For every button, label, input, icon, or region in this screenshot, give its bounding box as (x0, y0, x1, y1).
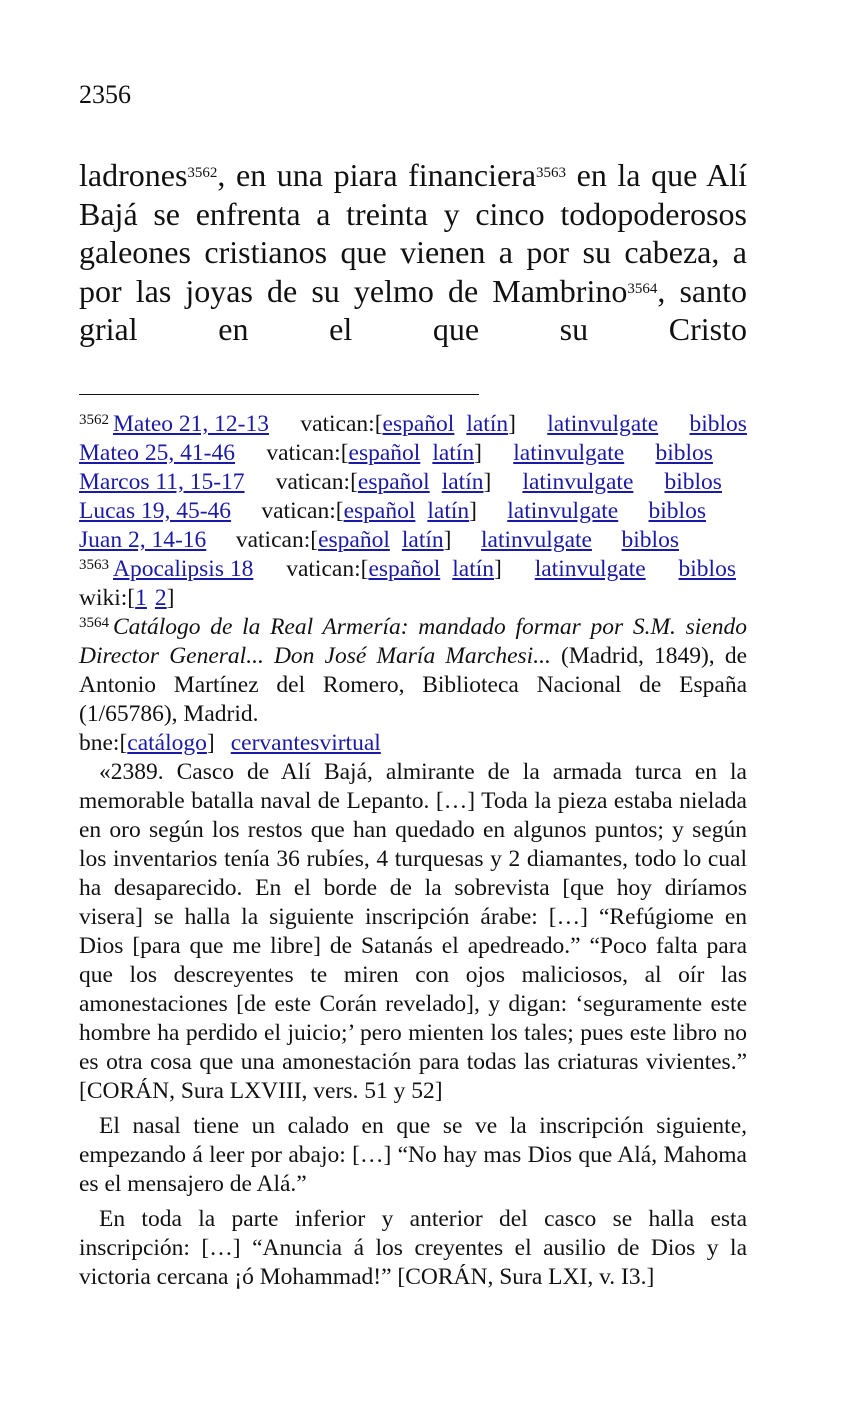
bracket-close: ] (508, 411, 516, 437)
main-text-part: , santo grial en el que su Cristo (79, 272, 748, 347)
main-text-part: , en una piara financiera (217, 157, 537, 193)
link-latinvulgate[interactable]: latinvulgate (507, 498, 619, 524)
link-cervantesvirtual[interactable]: cervantesvirtual (230, 730, 381, 756)
page-number: 2356 (79, 80, 131, 109)
ref-link[interactable]: Mateo 25, 41-46 (79, 440, 235, 466)
link-espanol[interactable]: español (368, 556, 441, 582)
wiki-link-1[interactable]: 1 (135, 585, 147, 611)
footnote-number: 3562 (79, 412, 109, 428)
main-text-part: ladrones (79, 157, 188, 193)
link-latinvulgate[interactable]: latinvulgate (547, 411, 659, 437)
footnote-ref-3564[interactable]: 3564 (627, 280, 658, 297)
ref-link[interactable]: Lucas 19, 45-46 (79, 498, 232, 524)
footnotes (79, 410, 747, 1292)
link-latin[interactable]: latín (452, 556, 495, 582)
link-espanol[interactable]: español (357, 469, 430, 495)
bracket-close: ] (206, 730, 215, 756)
citation-title: Catálogo de la Real Armería: mandado formar por S.M. siendo Director General... Don José María Marchesi... (79, 614, 747, 669)
vatican-prefix: vatican:[ (266, 440, 349, 466)
link-latinvulgate[interactable]: latinvulgate (534, 556, 646, 582)
link-biblos[interactable]: biblos (621, 527, 679, 553)
ref-link[interactable]: Mateo 21, 12-13 (113, 411, 269, 437)
link-espanol[interactable]: español (348, 440, 421, 466)
ref-line (79, 410, 747, 439)
ref-link[interactable]: Marcos 11, 15-17 (79, 469, 245, 495)
vatican-prefix: vatican:[ (286, 556, 369, 582)
citation (79, 613, 747, 729)
ref-line (79, 468, 722, 497)
footnote-ref-3563[interactable]: 3563 (536, 165, 567, 181)
link-latin[interactable]: latín (466, 411, 509, 437)
bracket-close: ] (494, 556, 502, 582)
ref-line (79, 439, 713, 468)
link-biblos[interactable]: biblos (655, 440, 713, 466)
link-espanol[interactable]: español (343, 498, 416, 524)
link-latin[interactable]: latín (441, 469, 484, 495)
bracket-close: ] (483, 469, 492, 495)
vatican-prefix: vatican:[ (235, 527, 319, 553)
link-latinvulgate[interactable]: latinvulgate (481, 527, 592, 553)
link-espanol[interactable]: español (382, 411, 455, 437)
footnote-number: 3563 (79, 557, 109, 573)
link-latin[interactable]: latín (427, 498, 470, 524)
ref-line (79, 526, 679, 555)
quote-paragraph: El nasal tiene un calado en que se ve la inscripción siguiente, empezando á leer por abajo: […] “No hay mas Dios que Alá, Mahoma es el mensajero de Alá.” (79, 1113, 747, 1197)
link-latinvulgate[interactable]: latinvulgate (513, 440, 625, 466)
footnote-separator (79, 394, 479, 395)
footnote-ref-3562[interactable]: 3562 (187, 165, 218, 181)
main-paragraph (79, 156, 747, 349)
link-latin[interactable]: latín (401, 527, 444, 553)
bne-line (79, 729, 747, 758)
link-latin[interactable]: latín (432, 440, 475, 466)
bracket-close: ] (469, 498, 477, 524)
link-catalogo[interactable]: catálogo (127, 730, 207, 756)
bne-prefix: bne:[ (79, 730, 128, 756)
citation-details: (Madrid, 1849), de Antonio Martínez del Romero, Biblioteca Nacional de España (1/65786), Madrid. (79, 643, 747, 727)
vatican-prefix: vatican:[ (300, 411, 383, 437)
bracket-close: ] (443, 527, 452, 553)
link-biblos[interactable]: biblos (648, 498, 706, 524)
wiki-prefix: wiki:[ (79, 585, 136, 611)
footnote-number: 3564 (79, 615, 109, 631)
main-text-part: en la que Alí Bajá se enfrenta a treinta y cinco todopoderosos galeones cristianos que vienen a por su cabeza, a por las joyas de su yelmo de Mambrino (79, 157, 748, 309)
wiki-line (79, 584, 747, 613)
bracket-close: ] (474, 440, 482, 466)
link-biblos[interactable]: biblos (664, 469, 722, 495)
ref-link[interactable]: Apocalipsis 18 (113, 556, 254, 582)
ref-link[interactable]: Juan 2, 14-16 (79, 527, 207, 553)
quote-paragraph: «2389. Casco de Alí Bajá, almirante de la armada turca en la memorable batalla naval de Lepanto. […] Toda la pieza estaba nielada en oro según los restos que han quedado en algunos puntos; y según los inventarios tenía 36 rubíes, 4 turquesas y 2 diamantes, todo lo cual ha desaparecido. En el borde de la sobrevista [que hoy diríamos visera] se halla la siguiente inscripción árabe: […] “Refúgiome en Dios [para que me libre] de Satanás el apedreado.” “Poco falta para que los descreyentes te miren con ojos maliciosos, al oír las amonestaciones [de este Corán revelado], y digan: ‘seguramente este hombre ha perdido el juicio;’ pero mienten los tales; pues este libro no es otra cosa que una amonestación para todas las criaturas vivientes.” [CORÁN, Sura LXVIII, vers. 51 y 52] (79, 759, 747, 1104)
vatican-prefix: vatican:[ (275, 469, 358, 495)
link-biblos[interactable]: biblos (678, 556, 736, 582)
link-latinvulgate[interactable]: latinvulgate (522, 469, 634, 495)
bracket-close: ] (166, 585, 175, 611)
ref-line (79, 555, 736, 584)
link-biblos[interactable]: biblos (689, 411, 747, 437)
quote-paragraph: En toda la parte inferior y anterior del casco se halla esta inscripción: […] “Anuncia á los creyentes el ausilio de Dios y la victoria cercana ¡ó Mohammad!” [CORÁN, Sura LXI, v. I3.] (79, 1206, 747, 1290)
wiki-link-2[interactable]: 2 (154, 585, 167, 611)
vatican-prefix: vatican:[ (261, 498, 344, 524)
link-espanol[interactable]: español (318, 527, 390, 553)
ref-line (79, 497, 706, 526)
